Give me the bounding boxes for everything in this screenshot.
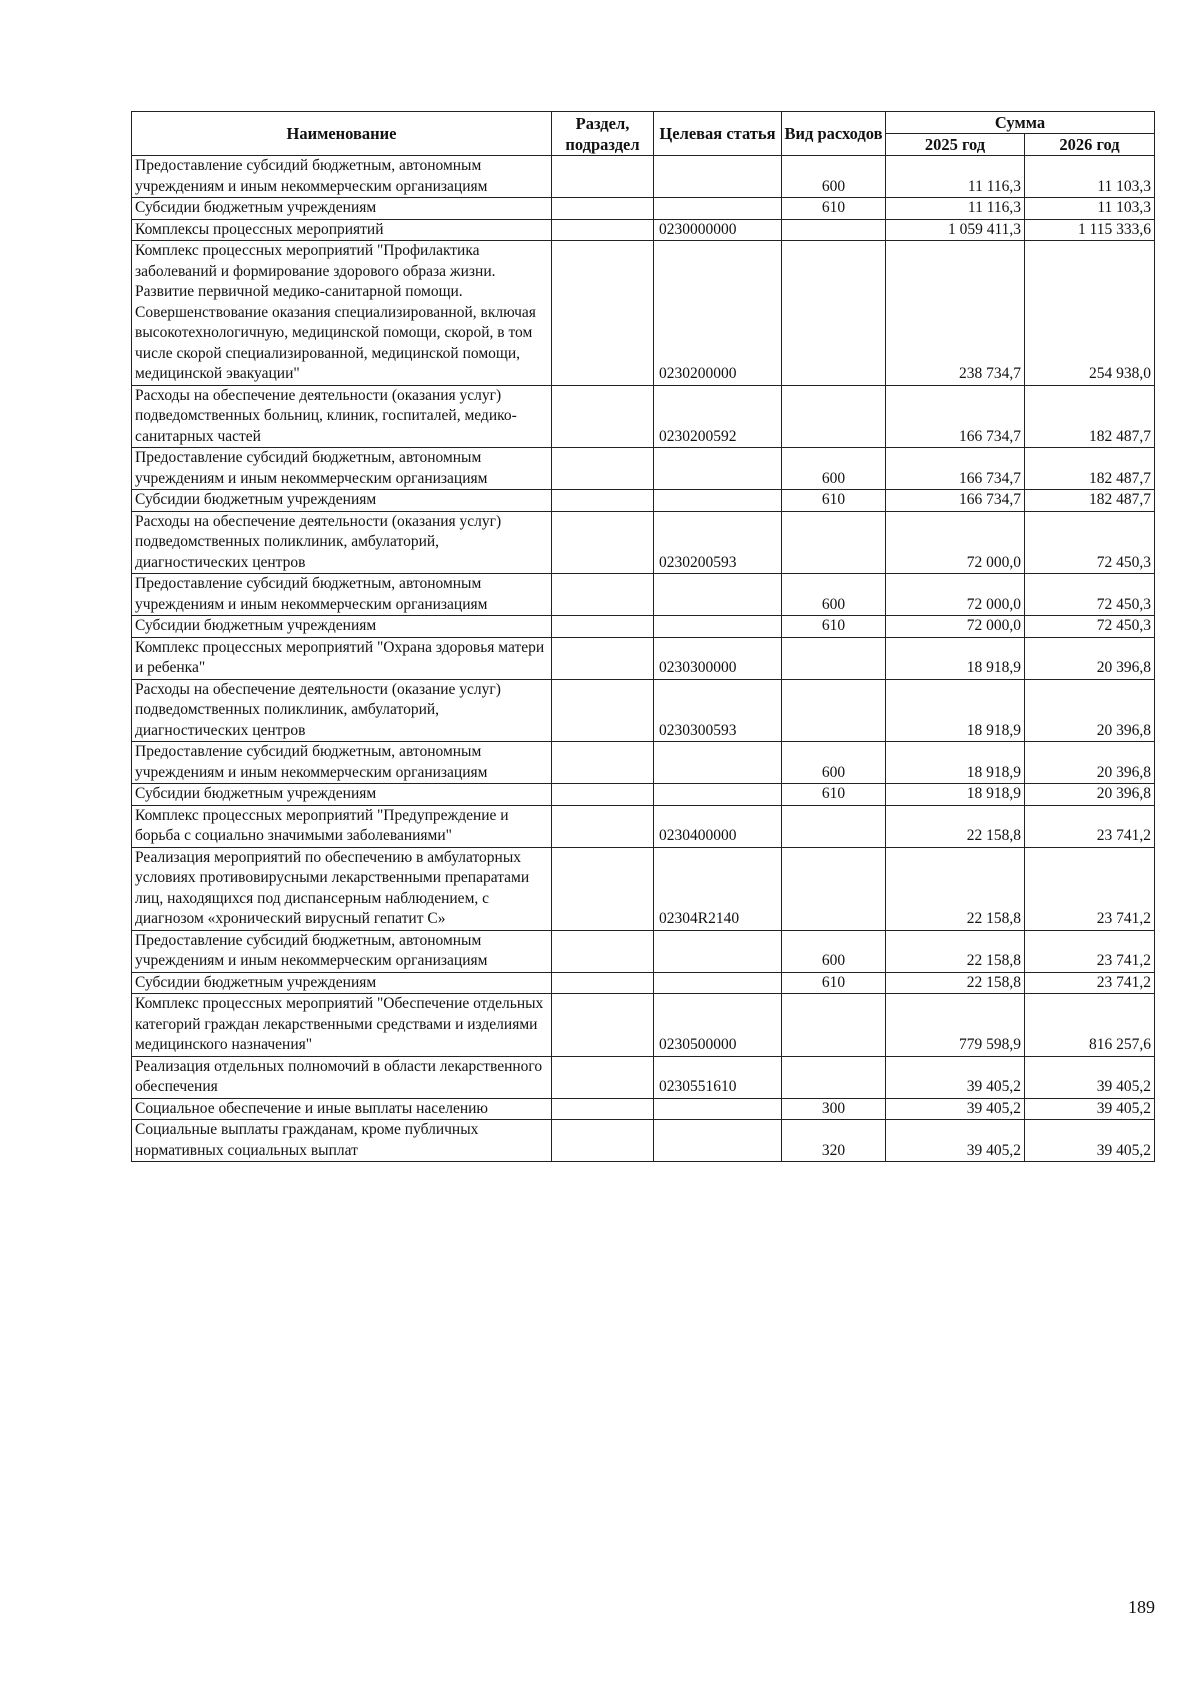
cell-target: 02304R2140 [654, 847, 782, 930]
cell-name: Социальное обеспечение и иные выплаты населению [132, 1098, 552, 1120]
cell-2026: 254 938,0 [1025, 241, 1155, 386]
cell-type: 610 [782, 616, 886, 638]
cell-section [552, 616, 654, 638]
cell-name: Комплекс процессных мероприятий "Предупреждение и борьба с социально значимыми заболеваниями" [132, 805, 552, 847]
table-row [132, 448, 1155, 490]
cell-name: Предоставление субсидий бюджетным, автономным учреждениям и иным некоммерческим организациям [132, 448, 552, 490]
table-row [132, 930, 1155, 972]
cell-type: 610 [782, 784, 886, 806]
cell-type: 600 [782, 742, 886, 784]
table-row [132, 637, 1155, 679]
table-row [132, 241, 1155, 386]
cell-type [782, 219, 886, 241]
cell-2026: 39 405,2 [1025, 1098, 1155, 1120]
cell-name: Субсидии бюджетным учреждениям [132, 490, 552, 512]
cell-2025: 18 918,9 [886, 784, 1025, 806]
cell-target: 0230300593 [654, 679, 782, 742]
cell-section [552, 742, 654, 784]
table-header [132, 112, 1155, 156]
table-row [132, 1056, 1155, 1098]
cell-section [552, 930, 654, 972]
cell-2026: 182 487,7 [1025, 385, 1155, 448]
table-row [132, 156, 1155, 198]
cell-target: 0230551610 [654, 1056, 782, 1098]
table-row [132, 847, 1155, 930]
cell-name: Социальные выплаты гражданам, кроме публичных нормативных социальных выплат [132, 1120, 552, 1162]
cell-2026: 182 487,7 [1025, 448, 1155, 490]
cell-2025: 238 734,7 [886, 241, 1025, 386]
cell-target: 0230500000 [654, 994, 782, 1057]
cell-2025: 18 918,9 [886, 679, 1025, 742]
table-row [132, 972, 1155, 994]
cell-2025: 779 598,9 [886, 994, 1025, 1057]
cell-type [782, 847, 886, 930]
table-row [132, 994, 1155, 1057]
cell-type [782, 385, 886, 448]
cell-2026: 20 396,8 [1025, 784, 1155, 806]
cell-2025: 72 000,0 [886, 574, 1025, 616]
cell-target [654, 784, 782, 806]
cell-target: 0230200592 [654, 385, 782, 448]
cell-type: 610 [782, 972, 886, 994]
cell-name: Субсидии бюджетным учреждениям [132, 616, 552, 638]
cell-2025: 11 116,3 [886, 156, 1025, 198]
cell-2026: 23 741,2 [1025, 847, 1155, 930]
cell-section [552, 847, 654, 930]
cell-2025: 11 116,3 [886, 198, 1025, 220]
cell-name: Субсидии бюджетным учреждениям [132, 972, 552, 994]
cell-2026: 23 741,2 [1025, 930, 1155, 972]
cell-target [654, 198, 782, 220]
cell-section [552, 679, 654, 742]
cell-type [782, 511, 886, 574]
cell-type [782, 241, 886, 386]
cell-2025: 72 000,0 [886, 616, 1025, 638]
cell-2026: 20 396,8 [1025, 637, 1155, 679]
cell-type [782, 994, 886, 1057]
cell-target: 0230000000 [654, 219, 782, 241]
cell-name: Предоставление субсидий бюджетным, автономным учреждениям и иным некоммерческим организациям [132, 742, 552, 784]
cell-type [782, 679, 886, 742]
cell-section [552, 448, 654, 490]
cell-target [654, 1120, 782, 1162]
cell-2026: 11 103,3 [1025, 156, 1155, 198]
cell-target [654, 156, 782, 198]
cell-section [552, 637, 654, 679]
cell-2025: 18 918,9 [886, 637, 1025, 679]
cell-type: 300 [782, 1098, 886, 1120]
cell-type: 600 [782, 448, 886, 490]
cell-name: Комплекс процессных мероприятий "Обеспечение отдельных категорий граждан лекарственными средствами и изделиями медицинского назначения" [132, 994, 552, 1057]
cell-2026: 182 487,7 [1025, 490, 1155, 512]
cell-section [552, 994, 654, 1057]
cell-2026: 20 396,8 [1025, 679, 1155, 742]
table-row [132, 616, 1155, 638]
cell-name: Расходы на обеспечение деятельности (оказание услуг) подведомственных поликлиник, амбулаторий, диагностических центров [132, 679, 552, 742]
cell-target: 0230400000 [654, 805, 782, 847]
col-header-section: Раздел, подраздел [552, 112, 654, 156]
cell-name: Расходы на обеспечение деятельности (оказания услуг) подведомственных больниц, клиник, госпиталей, медико-санитарных частей [132, 385, 552, 448]
cell-name: Реализация мероприятий по обеспечению в амбулаторных условиях противовирусными лекарственными препаратами лиц, находящихся под диспансерным наблюдением, с диагнозом «хронический вирусный гепатит С» [132, 847, 552, 930]
cell-target: 0230200000 [654, 241, 782, 386]
col-header-2025: 2025 год [886, 134, 1025, 156]
cell-section [552, 241, 654, 386]
cell-2025: 166 734,7 [886, 490, 1025, 512]
cell-section [552, 490, 654, 512]
cell-type: 600 [782, 930, 886, 972]
cell-2025: 18 918,9 [886, 742, 1025, 784]
cell-2026: 72 450,3 [1025, 616, 1155, 638]
cell-target [654, 616, 782, 638]
cell-target [654, 448, 782, 490]
col-header-type: Вид расходов [782, 112, 886, 156]
table-row [132, 679, 1155, 742]
cell-section [552, 1098, 654, 1120]
cell-2026: 72 450,3 [1025, 511, 1155, 574]
cell-type: 600 [782, 156, 886, 198]
cell-section [552, 1056, 654, 1098]
cell-name: Предоставление субсидий бюджетным, автономным учреждениям и иным некоммерческим организациям [132, 930, 552, 972]
table-row [132, 385, 1155, 448]
header-row-1 [132, 112, 1155, 134]
cell-type [782, 805, 886, 847]
cell-name: Реализация отдельных полномочий в области лекарственного обеспечения [132, 1056, 552, 1098]
cell-name: Расходы на обеспечение деятельности (оказания услуг) подведомственных поликлиник, амбулаторий, диагностических центров [132, 511, 552, 574]
table-row [132, 1120, 1155, 1162]
cell-target [654, 972, 782, 994]
cell-type: 600 [782, 574, 886, 616]
cell-target [654, 742, 782, 784]
cell-name: Предоставление субсидий бюджетным, автономным учреждениям и иным некоммерческим организациям [132, 156, 552, 198]
cell-2025: 166 734,7 [886, 448, 1025, 490]
cell-type [782, 1056, 886, 1098]
cell-2025: 39 405,2 [886, 1120, 1025, 1162]
cell-section [552, 156, 654, 198]
cell-2025: 39 405,2 [886, 1056, 1025, 1098]
cell-name: Субсидии бюджетным учреждениям [132, 198, 552, 220]
cell-section [552, 972, 654, 994]
table-row [132, 1098, 1155, 1120]
cell-section [552, 1120, 654, 1162]
cell-2026: 39 405,2 [1025, 1120, 1155, 1162]
cell-type: 610 [782, 490, 886, 512]
cell-section [552, 784, 654, 806]
col-header-name: Наименование [132, 112, 552, 156]
cell-target: 0230300000 [654, 637, 782, 679]
cell-section [552, 805, 654, 847]
cell-type: 320 [782, 1120, 886, 1162]
cell-2026: 39 405,2 [1025, 1056, 1155, 1098]
cell-2025: 72 000,0 [886, 511, 1025, 574]
table-body [132, 156, 1155, 1162]
table-row [132, 511, 1155, 574]
cell-section [552, 574, 654, 616]
cell-name: Субсидии бюджетным учреждениям [132, 784, 552, 806]
cell-2025: 22 158,8 [886, 847, 1025, 930]
col-header-2026: 2026 год [1025, 134, 1155, 156]
cell-section [552, 198, 654, 220]
cell-2025: 1 059 411,3 [886, 219, 1025, 241]
col-header-sum: Сумма [886, 112, 1155, 134]
cell-type [782, 637, 886, 679]
cell-2025: 166 734,7 [886, 385, 1025, 448]
cell-target [654, 930, 782, 972]
cell-2025: 39 405,2 [886, 1098, 1025, 1120]
cell-name: Предоставление субсидий бюджетным, автономным учреждениям и иным некоммерческим организациям [132, 574, 552, 616]
table-row [132, 805, 1155, 847]
cell-name: Комплекс процессных мероприятий "Охрана здоровья матери и ребенка" [132, 637, 552, 679]
cell-target [654, 490, 782, 512]
cell-2025: 22 158,8 [886, 805, 1025, 847]
table-row [132, 784, 1155, 806]
cell-section [552, 219, 654, 241]
cell-name: Комплекс процессных мероприятий "Профилактика заболеваний и формирование здорового образа жизни. Развитие первичной медико-санитарной помощи. Совершенствование оказания специализированной, включая высокотехнологичную, медицинской помощи, скорой, в том числе скорой специализированной, медицинской помощи, медицинской эвакуации" [132, 241, 552, 386]
cell-2026: 72 450,3 [1025, 574, 1155, 616]
cell-2026: 20 396,8 [1025, 742, 1155, 784]
cell-2026: 1 115 333,6 [1025, 219, 1155, 241]
table-row [132, 198, 1155, 220]
cell-section [552, 385, 654, 448]
cell-section [552, 511, 654, 574]
table-row [132, 574, 1155, 616]
cell-2026: 11 103,3 [1025, 198, 1155, 220]
cell-name: Комплексы процессных мероприятий [132, 219, 552, 241]
page-number: 189 [1128, 1597, 1155, 1617]
cell-2025: 22 158,8 [886, 930, 1025, 972]
table-row [132, 742, 1155, 784]
cell-target: 0230200593 [654, 511, 782, 574]
cell-2025: 22 158,8 [886, 972, 1025, 994]
cell-target [654, 574, 782, 616]
cell-2026: 23 741,2 [1025, 805, 1155, 847]
cell-2026: 816 257,6 [1025, 994, 1155, 1057]
cell-2026: 23 741,2 [1025, 972, 1155, 994]
budget-table [131, 111, 1155, 1162]
col-header-target: Целевая статья [654, 112, 782, 156]
cell-type: 610 [782, 198, 886, 220]
table-row [132, 219, 1155, 241]
table-row [132, 490, 1155, 512]
cell-target [654, 1098, 782, 1120]
